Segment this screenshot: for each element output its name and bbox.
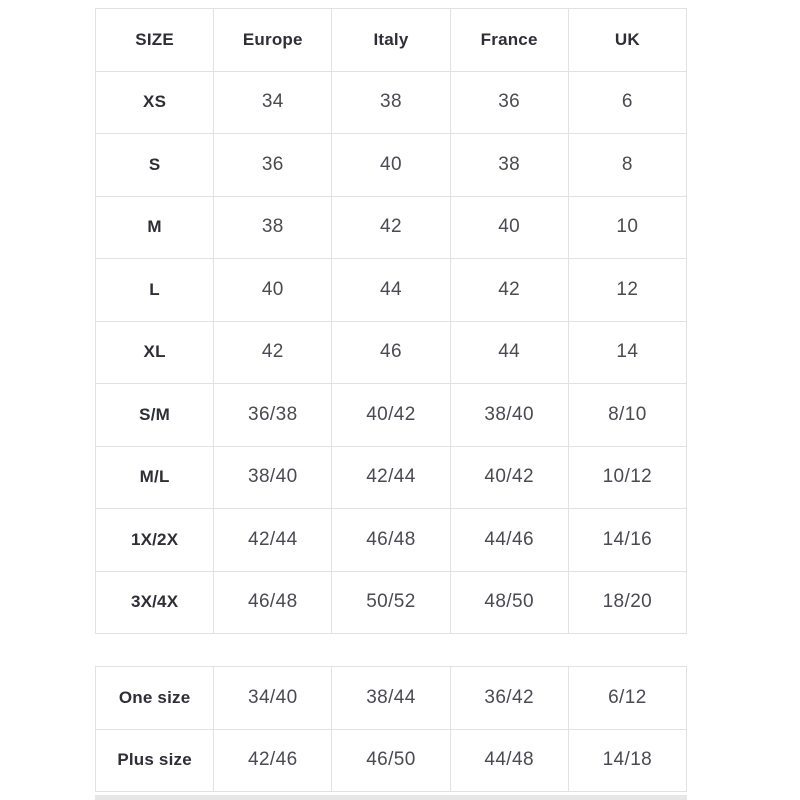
table-cell: 40/42 (332, 384, 450, 447)
column-header-italy: Italy (332, 9, 450, 72)
cutoff-next-table-top-edge (95, 795, 687, 800)
table-cell: 6 (568, 71, 686, 134)
table-cell: 50/52 (332, 571, 450, 634)
table-cell: 42/44 (214, 509, 332, 572)
table-cell: 44 (450, 321, 568, 384)
table-cell: 14/18 (568, 729, 686, 792)
column-header-france: France (450, 9, 568, 72)
table-row-1x-2x (96, 509, 687, 572)
table-cell: 40 (332, 134, 450, 197)
table-cell: 46/48 (214, 571, 332, 634)
table-row-xs (96, 71, 687, 134)
table-cell: 44/48 (450, 729, 568, 792)
table-cell: 34 (214, 71, 332, 134)
table-cell: 38 (332, 71, 450, 134)
column-header-size: SIZE (96, 9, 214, 72)
table-row-one-size (96, 667, 687, 730)
size-chart-container (95, 8, 687, 792)
column-header-europe: Europe (214, 9, 332, 72)
table-cell: 6/12 (568, 667, 686, 730)
size-label-cell: XL (96, 321, 214, 384)
table-cell: 44 (332, 259, 450, 322)
table-row-s-m (96, 384, 687, 447)
table-cell: 8/10 (568, 384, 686, 447)
table-cell: 36 (450, 71, 568, 134)
size-label-cell: M (96, 196, 214, 259)
size-label-cell: XS (96, 71, 214, 134)
table-row-plus-size (96, 729, 687, 792)
table-cell: 18/20 (568, 571, 686, 634)
table-cell: 42 (450, 259, 568, 322)
table-cell: 40 (450, 196, 568, 259)
size-label-cell: L (96, 259, 214, 322)
table-cell: 44/46 (450, 509, 568, 572)
table-cell: 10/12 (568, 446, 686, 509)
table-cell: 34/40 (214, 667, 332, 730)
table-cell: 12 (568, 259, 686, 322)
table-cell: 42 (214, 321, 332, 384)
table-cell: 46 (332, 321, 450, 384)
table-cell: 40 (214, 259, 332, 322)
table-cell: 38/40 (450, 384, 568, 447)
table-cell: 8 (568, 134, 686, 197)
table-cell: 38 (214, 196, 332, 259)
size-label-cell: M/L (96, 446, 214, 509)
table-cell: 14 (568, 321, 686, 384)
size-conversion-table (95, 8, 687, 634)
column-header-uk: UK (568, 9, 686, 72)
table-cell: 38 (450, 134, 568, 197)
table-row-m (96, 196, 687, 259)
table-row-3x-4x (96, 571, 687, 634)
table-cell: 48/50 (450, 571, 568, 634)
size-label-cell: 1X/2X (96, 509, 214, 572)
table-cell: 14/16 (568, 509, 686, 572)
special-sizes-table (95, 666, 687, 792)
table-cell: 42/46 (214, 729, 332, 792)
table-cell: 10 (568, 196, 686, 259)
table-cell: 46/48 (332, 509, 450, 572)
table-cell: 38/44 (332, 667, 450, 730)
size-label-cell: One size (96, 667, 214, 730)
size-label-cell: 3X/4X (96, 571, 214, 634)
table-cell: 42 (332, 196, 450, 259)
table-cell: 36 (214, 134, 332, 197)
table-cell: 38/40 (214, 446, 332, 509)
table-row-l (96, 259, 687, 322)
size-label-cell: S/M (96, 384, 214, 447)
table-cell: 42/44 (332, 446, 450, 509)
header-row (96, 9, 687, 72)
table-cell: 46/50 (332, 729, 450, 792)
size-label-cell: Plus size (96, 729, 214, 792)
table-cell: 36/38 (214, 384, 332, 447)
table-cell: 36/42 (450, 667, 568, 730)
size-label-cell: S (96, 134, 214, 197)
table-cell: 40/42 (450, 446, 568, 509)
table-row-s (96, 134, 687, 197)
table-row-m-l (96, 446, 687, 509)
table-row-xl (96, 321, 687, 384)
